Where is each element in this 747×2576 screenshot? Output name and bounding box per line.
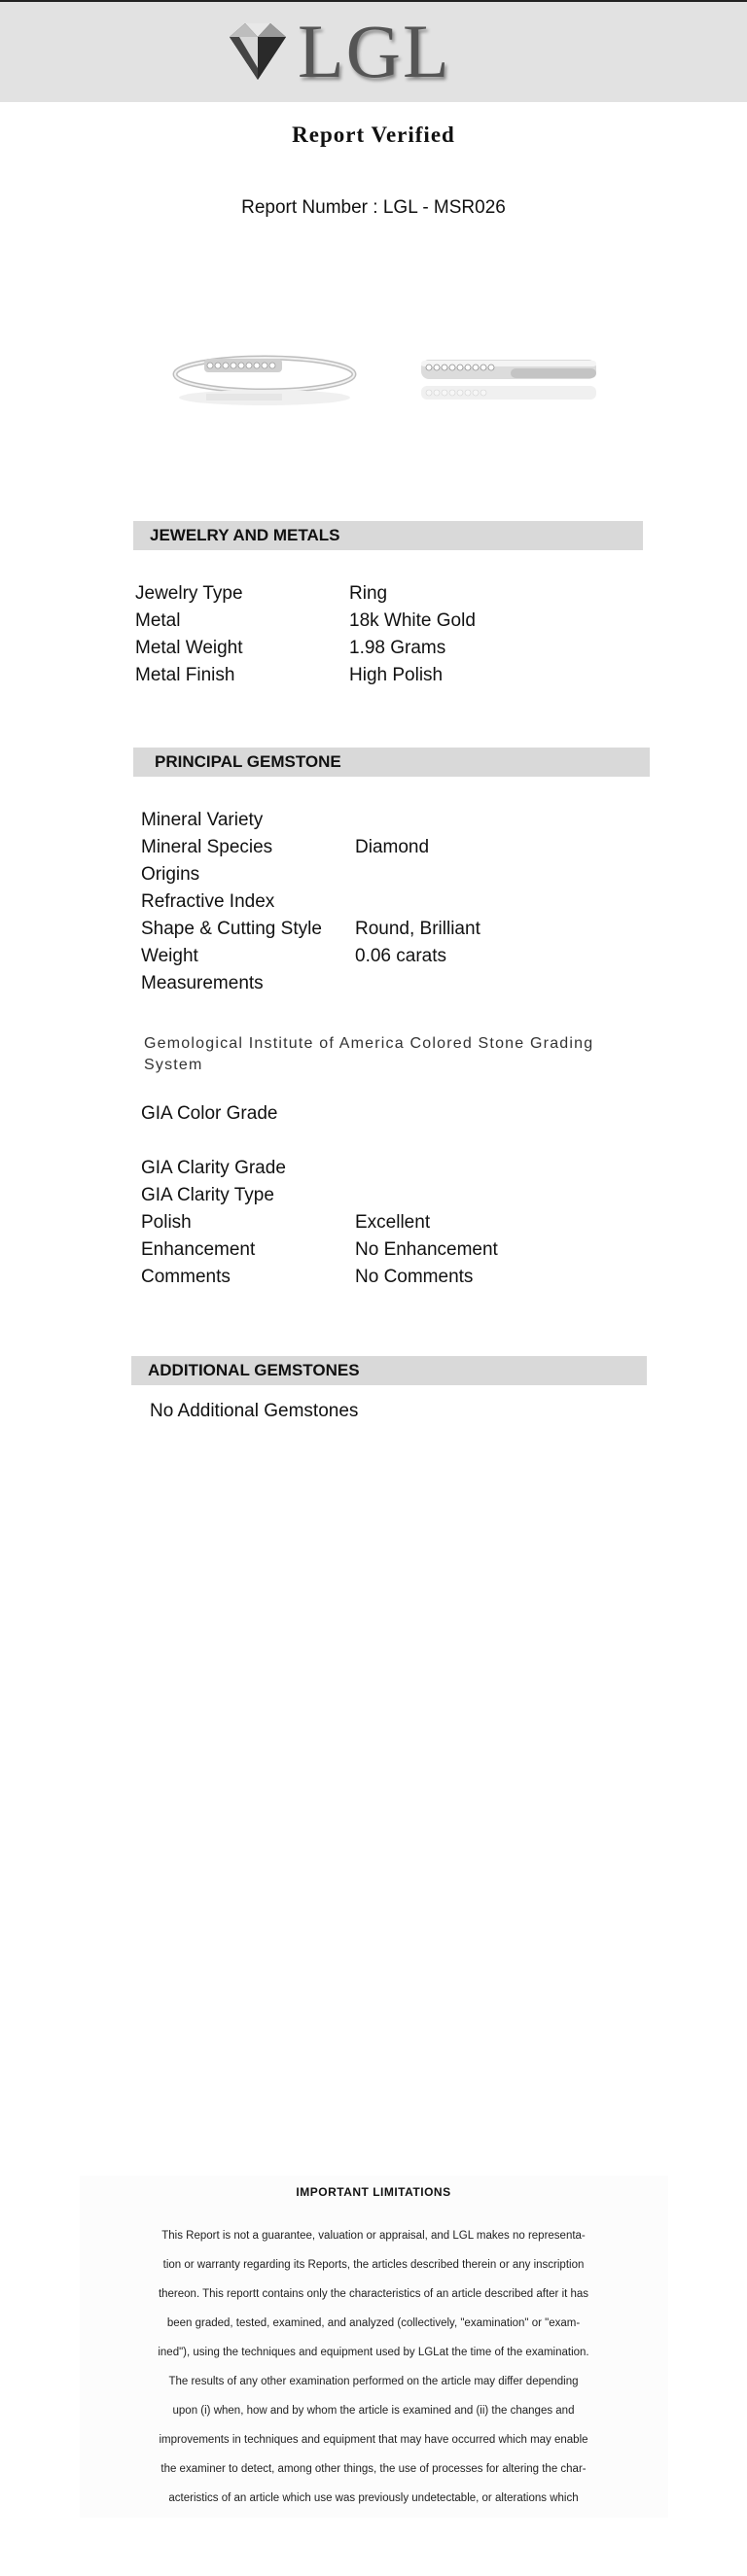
enhancement-label: Enhancement <box>141 1239 256 1260</box>
polish-label: Polish <box>141 1212 192 1233</box>
limitations-line: upon (i) when, how and by whom the article is examined and (ii) the changes and <box>172 2405 575 2417</box>
limitations-line: ined"), using the techniques and equipment used by LGLat the time of the examination. <box>158 2347 589 2358</box>
weight-value: 0.06 carats <box>355 946 446 966</box>
weight-label: Weight <box>141 946 198 966</box>
header-banner <box>0 0 747 102</box>
limitations-line: improvements in techniques and equipment that may have occurred which may enable <box>159 2434 588 2446</box>
metal-weight-value: 1.98 Grams <box>349 638 446 658</box>
limitations-line: The results of any other examination performed on the article may differ depending <box>168 2376 579 2387</box>
gia-clarity-type-label: GIA Clarity Type <box>141 1185 274 1205</box>
refractive-index-label: Refractive Index <box>141 891 275 912</box>
enhancement-value: No Enhancement <box>355 1239 498 1260</box>
origins-label: Origins <box>141 864 200 885</box>
mineral-species-label: Mineral Species <box>141 837 273 857</box>
additional-gemstones-text: No Additional Gemstones <box>150 1401 359 1421</box>
gia-grading-note: Gemological Institute of America Colored Stone Grading System <box>144 1035 594 1073</box>
limitations-line: thereon. This reportt contains only the characteristics of an article described after it has <box>158 2288 589 2300</box>
mineral-variety-label: Mineral Variety <box>141 810 264 830</box>
comments-value: No Comments <box>355 1267 474 1287</box>
ring-photo-side <box>394 296 622 452</box>
principal-section-heading: PRINCIPAL GEMSTONE <box>133 748 650 777</box>
additional-section-heading: ADDITIONAL GEMSTONES <box>131 1356 647 1385</box>
measurements-label: Measurements <box>141 973 264 993</box>
metal-finish-value: High Polish <box>349 665 444 685</box>
polish-value: Excellent <box>355 1212 431 1233</box>
metal-value: 18k White Gold <box>349 610 476 631</box>
metal-finish-label: Metal Finish <box>135 665 235 685</box>
limitations-line: acteristics of an article which use was previously undetectable, or alterations which <box>168 2492 579 2504</box>
report-title: Report Verified <box>292 122 455 147</box>
jewelry-type-label: Jewelry Type <box>135 583 243 604</box>
jewelry-type-value: Ring <box>349 583 388 604</box>
limitations-line: been graded, tested, examined, and analyzed (collectively, "examination" or "exam- <box>166 2317 581 2329</box>
report-number: Report Number : LGL - MSR026 <box>241 197 506 218</box>
metal-weight-label: Metal Weight <box>135 638 243 658</box>
logo-text: LGL <box>298 9 451 93</box>
ring-photo-front <box>146 296 374 452</box>
shape-cutting-label: Shape & Cutting Style <box>141 919 322 939</box>
limitations-line: the examiner to detect, among other things, the use of processes for altering the char- <box>160 2463 587 2475</box>
jewelry-section-heading: JEWELRY AND METALS <box>133 521 643 550</box>
metal-label: Metal <box>135 610 181 631</box>
limitations-line: tion or warranty regarding its Reports, the articles described therein or any inscription <box>162 2259 585 2271</box>
comments-label: Comments <box>141 1267 231 1287</box>
limitations-heading: IMPORTANT LIMITATIONS <box>296 2185 451 2199</box>
shape-cutting-value: Round, Brilliant <box>355 919 480 939</box>
diamond-icon <box>226 19 290 84</box>
gia-clarity-grade-label: GIA Clarity Grade <box>141 1158 286 1178</box>
limitations-text <box>107 2221 640 2513</box>
lgl-logo[interactable] <box>226 9 479 93</box>
gia-color-grade-label: GIA Color Grade <box>141 1103 278 1124</box>
limitations-line: This Report is not a guarantee, valuation or appraisal, and LGL makes no representa- <box>161 2230 586 2242</box>
mineral-species-value: Diamond <box>355 837 430 857</box>
